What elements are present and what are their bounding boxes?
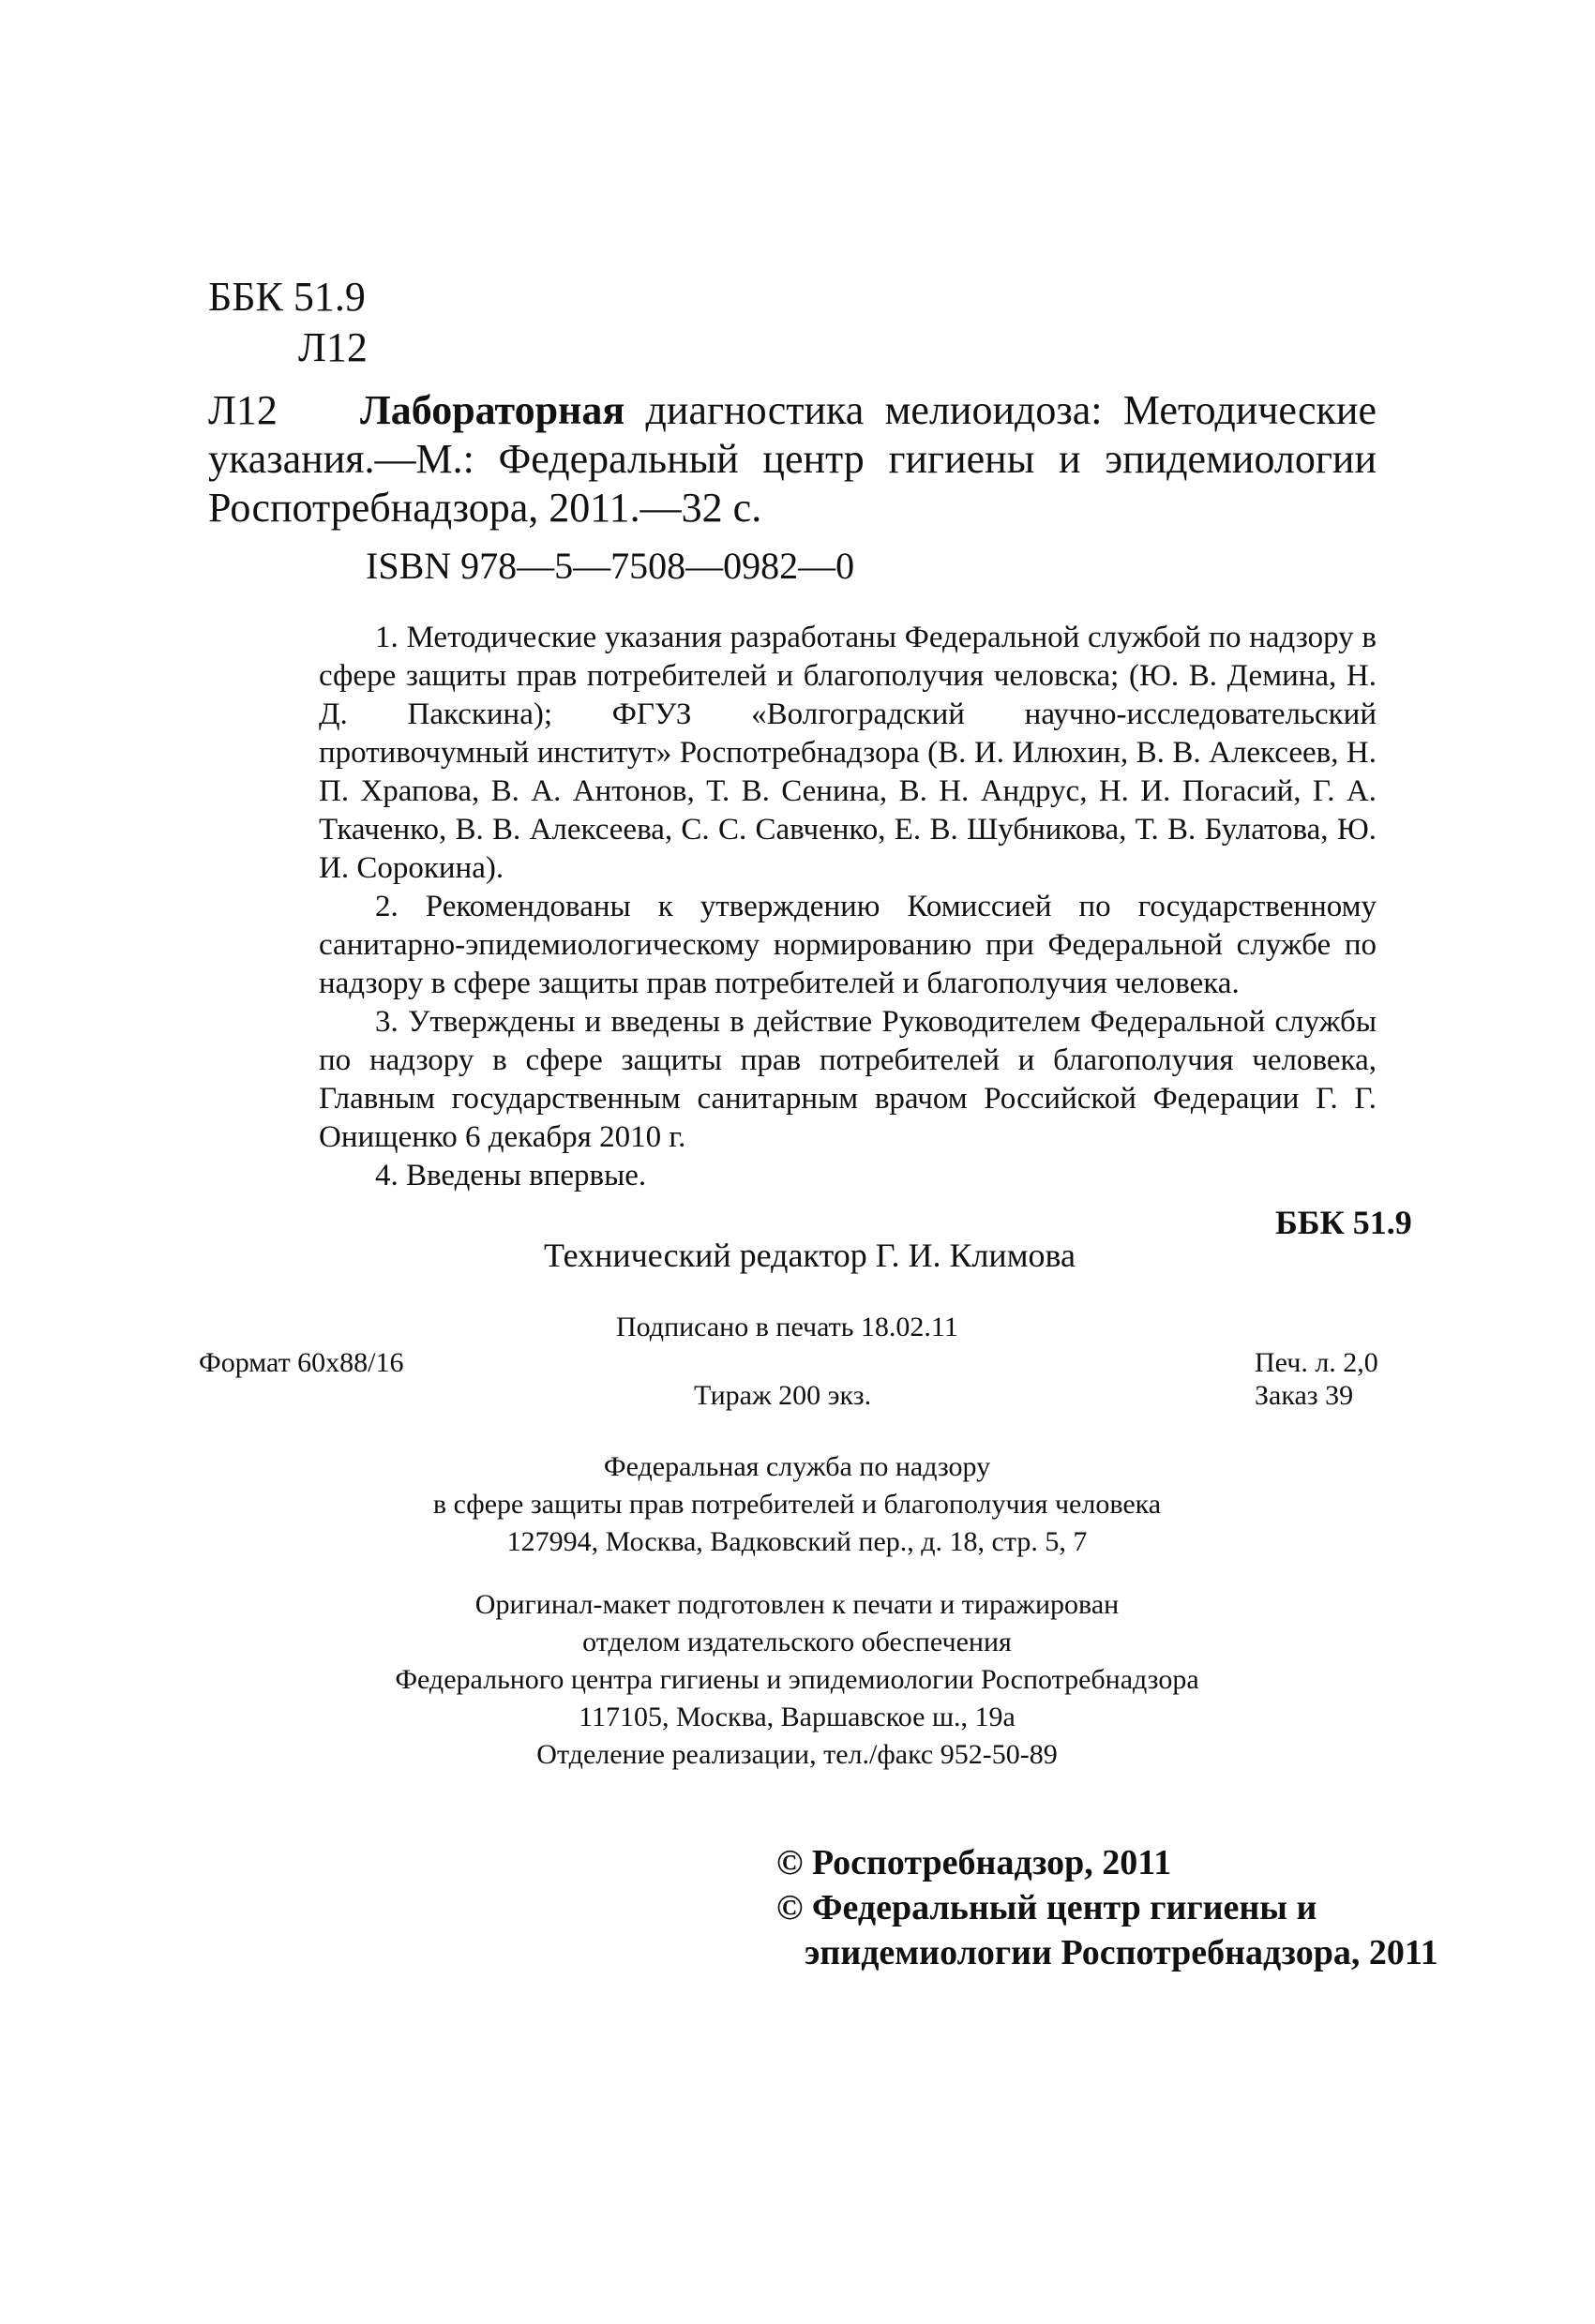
bbk-code-right: ББК 51.9 (1275, 1204, 1412, 1241)
bbk-code: ББК 51.9 (208, 274, 366, 320)
entry-title-bold: Лабораторная (360, 387, 625, 433)
entry-code: Л12 (208, 387, 278, 433)
isbn: ISBN 978—5—7508—0982—0 (366, 545, 855, 587)
copyright-block (776, 1840, 1438, 1975)
credits-line: Федерального центра гигиены и эпидемиологии Роспотребнадзора (395, 1664, 1199, 1695)
credits-line: Отделение реализации, тел./факс 952-50-89 (536, 1739, 1058, 1770)
catalog-entry (208, 386, 1377, 532)
note-item: 2. Рекомендованы к утверждению Комиссией по государственному санитарно-эпидемиологическому нормированию при Федеральной службе по надзору в сфере защиты прав потребителей и благополучия человека. (319, 890, 1377, 1000)
copyright-line: эпидемиологии Роспотребнадзора, 2011 (805, 1933, 1438, 1972)
printed-sheets: Печ. л. 2,0 (1255, 1347, 1378, 1378)
publisher-line: Федеральная служба по надзору (603, 1451, 991, 1482)
credits-line: 117105, Москва, Варшавское ш., 19а (579, 1702, 1016, 1732)
note-item: 3. Утверждены и введены в действие Руководителем Федеральной службы по надзору в сфере защиты прав потребителей и благополучия человека, Главным государственным санитарным врачом Российской Федерации Г. Г. Онищенко 6 декабря 2010 г. (319, 1005, 1377, 1154)
order-number: Заказ 39 (1255, 1380, 1354, 1411)
print-run: Тираж 200 экз. (694, 1380, 872, 1411)
entry-description: диагностика мелиоидоза: Методические указания.—М.: Федеральный центр гигиены и эпидемиологии Роспотребнадзора, 2011.—32 с. (208, 387, 1377, 531)
publisher-line: 127994, Москва, Вадковский пер., д. 18, стр. 5, 7 (506, 1526, 1088, 1557)
note-item: 1. Методические указания разработаны Федеральной службой по надзору в сфере защиты прав потребителей и благополучия человска; (Ю. В. Демина, Н. Д. Пакскина); ФГУЗ «Волгоградский научно-исследовательский противочумный институт» Роспотребнадзора (В. И. Илюхин, В. В. Алексеев, Н. П. Храпова, В. А. Антонов, Т. В. Сенина, В. Н. Андрус, Н. И. Погасий, Г. А. Ткаченко, В. В. Алексеева, С. С. Савченко, Е. В. Шубникова, Т. В. Булатова, Ю. И. Сорокина). (319, 621, 1377, 885)
paper-format: Формат 60х88/16 (199, 1347, 404, 1378)
note-item: 4. Введены впервые. (375, 1159, 647, 1192)
credits-line: отделом издательского обеспечения (582, 1627, 1012, 1657)
notes-list (319, 619, 1377, 1195)
technical-editor: Технический редактор Г. И. Климова (544, 1237, 1076, 1274)
entry-text-block (163, 386, 1377, 532)
copyright-line: © Федеральный центр гигиены и (776, 1888, 1317, 1927)
layout-credits-block (281, 1586, 1313, 1774)
publisher-block (281, 1448, 1313, 1561)
publisher-line: в сфере защиты прав потребителей и благополучия человека (432, 1489, 1162, 1520)
copyright-line: © Роспотребнадзор, 2011 (776, 1843, 1172, 1882)
signed-to-print: Подписано в печать 18.02.11 (616, 1312, 958, 1342)
author-mark: Л12 (298, 324, 368, 370)
credits-line: Оригинал-макет подготовлен к печати и тиражирован (474, 1589, 1120, 1620)
